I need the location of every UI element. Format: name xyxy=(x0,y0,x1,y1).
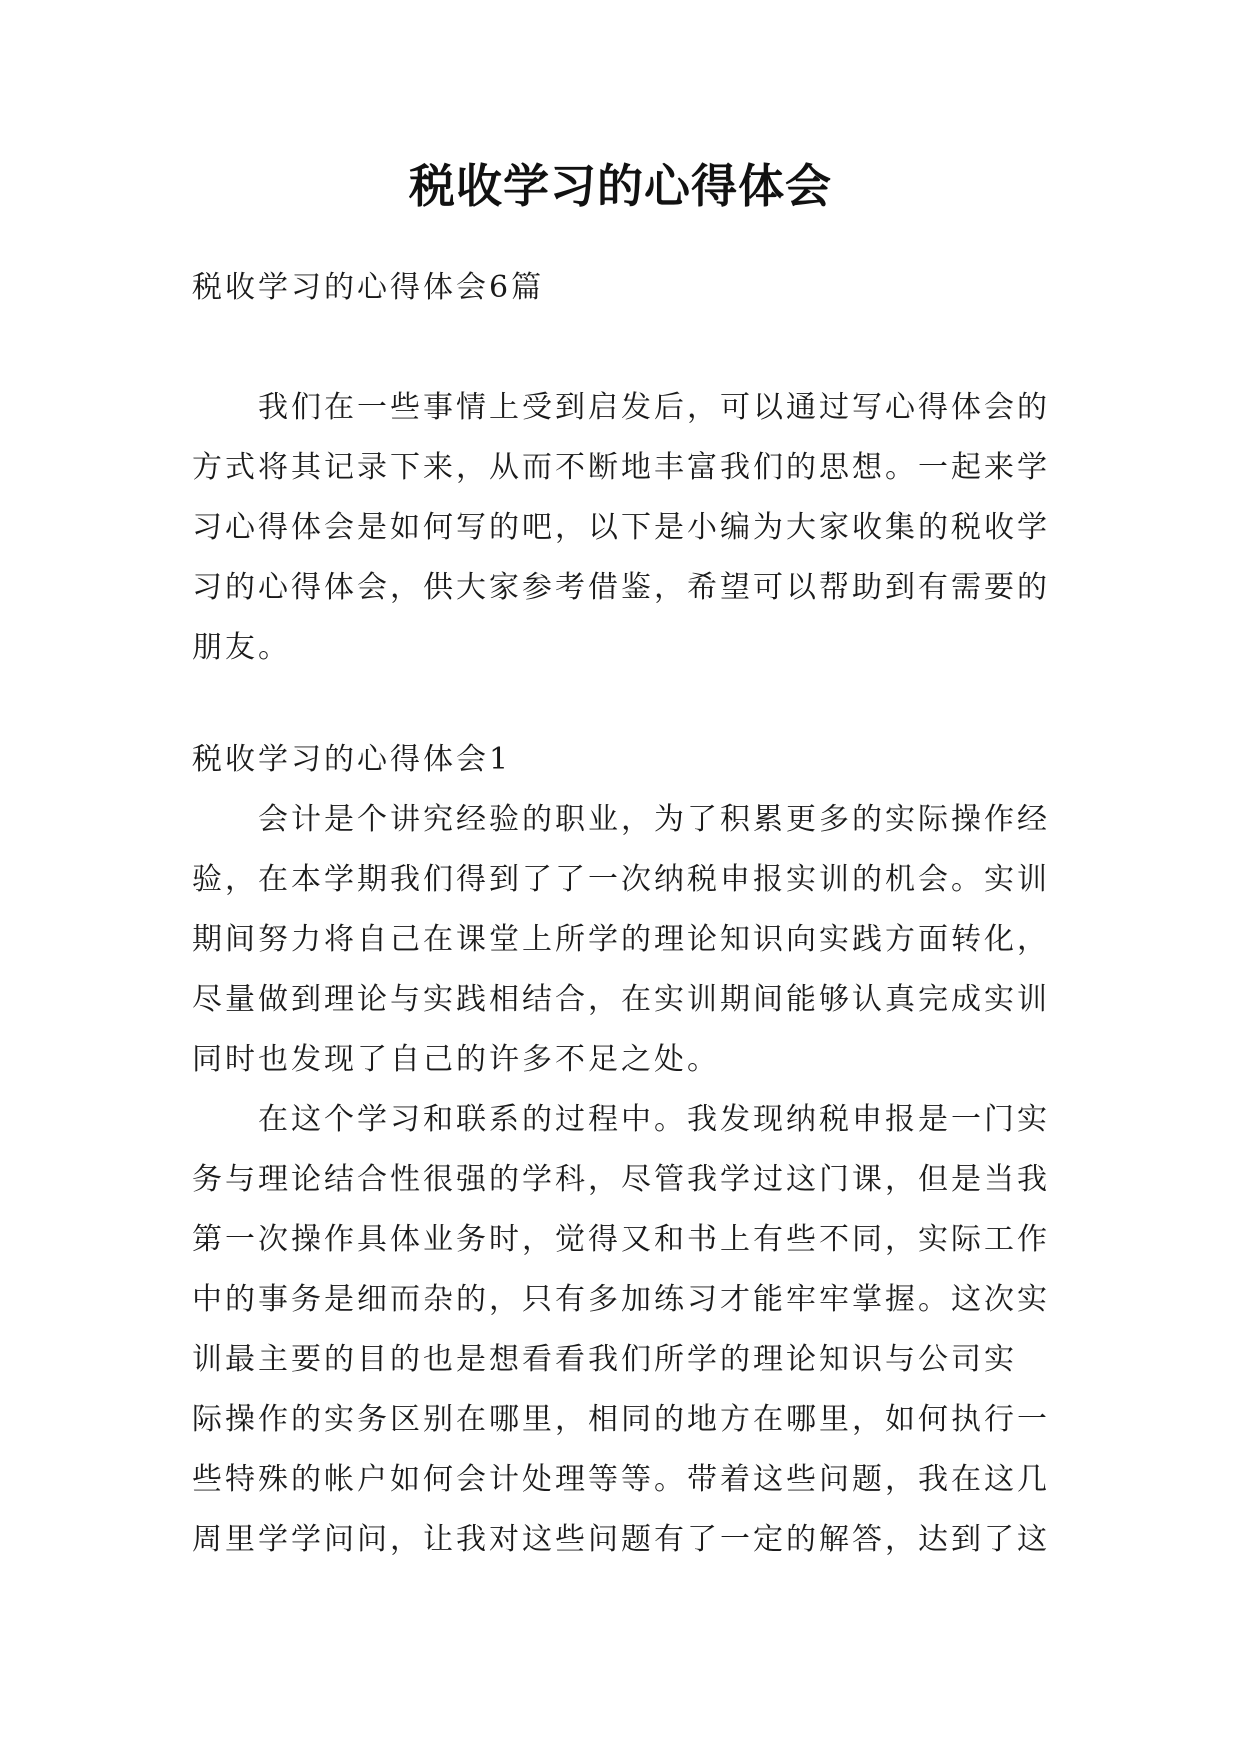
text-line: 方式将其记录下来，从而不断地丰富我们的思想。一起来学 xyxy=(192,450,1050,485)
section-heading: 税收学习的心得体会1 xyxy=(192,742,512,777)
text-line: 第一次操作具体业务时，觉得又和书上有些不同，实际工作 xyxy=(192,1222,1050,1257)
text-line: 朋友。 xyxy=(192,630,291,665)
text-line: 训最主要的目的也是想看看我们所学的理论知识与公司实 xyxy=(192,1342,1017,1377)
text-line: 尽量做到理论与实践相结合，在实训期间能够认真完成实训 xyxy=(192,982,1050,1017)
paragraph-1 xyxy=(192,790,1062,1090)
text-line: 些特殊的帐户如何会计处理等等。带着这些问题，我在这几 xyxy=(192,1462,1050,1497)
document-title: 税收学习的心得体会 xyxy=(409,159,832,213)
text-line: 同时也发现了自己的许多不足之处。 xyxy=(192,1042,720,1077)
text-line: 际操作的实务区别在哪里，相同的地方在哪里，如何执行一 xyxy=(192,1402,1050,1437)
paragraph-2 xyxy=(192,1090,1062,1570)
text-line: 期间努力将自己在课堂上所学的理论知识向实践方面转化， xyxy=(192,922,1050,957)
text-line: 周里学学问问，让我对这些问题有了一定的解答，达到了这 xyxy=(192,1522,1050,1557)
text-line: 习的心得体会，供大家参考借鉴，希望可以帮助到有需要的 xyxy=(192,570,1050,605)
text-line: 习心得体会是如何写的吧，以下是小编为大家收集的税收学 xyxy=(192,510,1050,545)
document-subtitle: 税收学习的心得体会6篇 xyxy=(192,270,545,305)
document-body xyxy=(192,258,1062,1570)
text-line: 会计是个讲究经验的职业，为了积累更多的实际操作经 xyxy=(258,802,1050,837)
text-line: 中的事务是细而杂的，只有多加练习才能牢牢掌握。这次实 xyxy=(192,1282,1050,1317)
text-line: 我们在一些事情上受到启发后，可以通过写心得体会的 xyxy=(258,390,1050,425)
text-line: 务与理论结合性很强的学科，尽管我学过这门课，但是当我 xyxy=(192,1162,1050,1197)
text-line: 验，在本学期我们得到了了一次纳税申报实训的机会。实训 xyxy=(192,862,1050,897)
intro-paragraph xyxy=(192,378,1062,678)
text-line: 在这个学习和联系的过程中。我发现纳税申报是一门实 xyxy=(258,1102,1050,1137)
